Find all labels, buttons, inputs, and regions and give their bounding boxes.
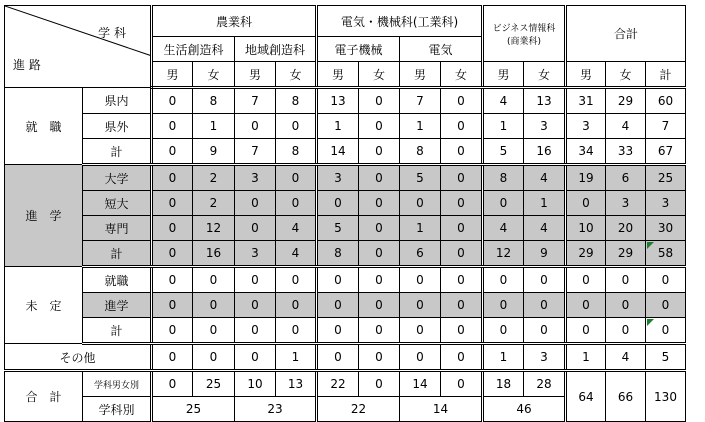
value-cell: 3 xyxy=(524,344,566,371)
value-cell: 0 xyxy=(152,344,193,371)
value-cell: 2 xyxy=(193,165,235,191)
total-label-dept: 学科別 xyxy=(83,397,152,422)
table-row xyxy=(5,216,686,241)
value-cell: 8 xyxy=(483,165,524,191)
row-label: 計 xyxy=(83,139,152,165)
value-cell: 3 xyxy=(317,165,359,191)
total-mf-cell: 13 xyxy=(276,371,317,397)
total-mf-cell: 28 xyxy=(524,371,566,397)
total-row-gender xyxy=(5,371,686,397)
value-cell: 0 xyxy=(359,216,400,241)
value-cell: 0 xyxy=(235,344,276,371)
row-label: 進学 xyxy=(83,293,152,318)
value-cell: 1 xyxy=(524,191,566,216)
value-cell: 7 xyxy=(400,88,441,114)
value-cell: 67 xyxy=(646,139,686,165)
dept-total-cell: 25 xyxy=(152,397,235,422)
value-cell: 0 xyxy=(359,318,400,344)
value-cell: 0 xyxy=(152,165,193,191)
section-label-undecided: 未 定 xyxy=(5,267,83,344)
value-cell: 1 xyxy=(193,114,235,139)
gender-header-m: 男 xyxy=(235,62,276,88)
row-label: 県外 xyxy=(83,114,152,139)
value-cell: 0 xyxy=(276,191,317,216)
value-cell: 0 xyxy=(441,139,483,165)
career-table xyxy=(4,5,686,422)
value-cell: 16 xyxy=(524,139,566,165)
value-cell: 1 xyxy=(276,344,317,371)
table-row xyxy=(5,139,686,165)
value-cell: 0 xyxy=(276,165,317,191)
section-label-further-study: 進 学 xyxy=(5,165,83,267)
value-cell: 0 xyxy=(235,293,276,318)
value-cell: 1 xyxy=(400,114,441,139)
group-header-agri: 農業科 xyxy=(152,6,317,37)
value-cell: 0 xyxy=(441,191,483,216)
value-cell: 0 xyxy=(400,318,441,344)
grand-total-m: 64 xyxy=(566,371,606,422)
value-cell: 0 xyxy=(400,267,441,293)
value-cell: 0 xyxy=(276,293,317,318)
value-cell: 60 xyxy=(646,88,686,114)
value-cell: 0 xyxy=(400,344,441,371)
value-cell: 3 xyxy=(235,241,276,267)
group-header-industrial: 電気・機械科(工業科) xyxy=(317,6,483,37)
value-cell: 3 xyxy=(606,191,646,216)
value-cell: 0 xyxy=(441,241,483,267)
value-cell: 0 xyxy=(235,191,276,216)
value-cell: 5 xyxy=(646,344,686,371)
value-cell: 16 xyxy=(193,241,235,267)
value-cell: 8 xyxy=(317,241,359,267)
value-cell: 5 xyxy=(483,139,524,165)
value-cell: 0 xyxy=(441,344,483,371)
grand-total-all: 130 xyxy=(646,371,686,422)
value-cell: 5 xyxy=(400,165,441,191)
row-label: 専門 xyxy=(83,216,152,241)
gender-header-f: 女 xyxy=(606,62,646,88)
value-cell: 0 xyxy=(152,241,193,267)
value-cell: 0 xyxy=(359,114,400,139)
corner-header-cell xyxy=(5,6,152,88)
value-cell: 0 xyxy=(235,267,276,293)
value-cell: 1 xyxy=(400,216,441,241)
value-cell: 7 xyxy=(646,114,686,139)
value-cell: 0 xyxy=(441,165,483,191)
value-cell: 0 xyxy=(606,293,646,318)
value-cell: 0 xyxy=(566,191,606,216)
total-label-gender: 学科男女別 xyxy=(83,371,152,397)
gender-header-f: 女 xyxy=(524,62,566,88)
value-cell: 13 xyxy=(317,88,359,114)
corner-bottom-label: 進 路 xyxy=(13,58,41,72)
value-cell: 0 xyxy=(359,88,400,114)
value-cell: 0 xyxy=(524,318,566,344)
value-cell: 0 xyxy=(276,267,317,293)
value-cell: 14 xyxy=(317,139,359,165)
value-cell: 0 xyxy=(152,139,193,165)
value-cell: 0 xyxy=(646,318,686,344)
gender-header-f: 女 xyxy=(359,62,400,88)
value-cell: 0 xyxy=(235,318,276,344)
value-cell: 0 xyxy=(441,88,483,114)
value-cell: 0 xyxy=(193,267,235,293)
value-cell: 4 xyxy=(483,216,524,241)
row-label: 就職 xyxy=(83,267,152,293)
value-cell: 0 xyxy=(566,293,606,318)
table-row xyxy=(5,267,686,293)
value-cell: 0 xyxy=(483,267,524,293)
value-cell: 0 xyxy=(483,293,524,318)
value-cell: 0 xyxy=(441,216,483,241)
grand-total-f: 66 xyxy=(606,371,646,422)
value-cell: 0 xyxy=(152,267,193,293)
value-cell: 7 xyxy=(235,139,276,165)
group-header-business-line2: (商業科) xyxy=(506,36,542,47)
dept-total-cell: 46 xyxy=(483,397,566,422)
value-cell: 20 xyxy=(606,216,646,241)
dept-total-cell: 14 xyxy=(400,397,483,422)
value-cell: 29 xyxy=(606,241,646,267)
total-mf-cell: 0 xyxy=(441,371,483,397)
value-cell: 0 xyxy=(193,344,235,371)
value-cell: 4 xyxy=(606,344,646,371)
value-cell: 0 xyxy=(441,318,483,344)
value-cell: 34 xyxy=(566,139,606,165)
sub-header-seikatsu: 生活創造科 xyxy=(152,37,235,62)
total-mf-cell: 10 xyxy=(235,371,276,397)
value-cell: 0 xyxy=(483,191,524,216)
total-mf-cell: 22 xyxy=(317,371,359,397)
value-cell: 0 xyxy=(566,267,606,293)
gender-header-m: 男 xyxy=(400,62,441,88)
value-cell: 31 xyxy=(566,88,606,114)
table-row xyxy=(5,241,686,267)
value-cell: 0 xyxy=(317,344,359,371)
value-cell: 0 xyxy=(359,293,400,318)
cell-comment-marker-icon xyxy=(647,242,654,249)
value-cell: 30 xyxy=(646,216,686,241)
value-cell: 0 xyxy=(359,241,400,267)
value-cell: 8 xyxy=(276,139,317,165)
value-cell: 3 xyxy=(566,114,606,139)
group-header-business xyxy=(483,6,566,62)
table-row xyxy=(5,114,686,139)
gender-header-f: 女 xyxy=(276,62,317,88)
row-label: 大学 xyxy=(83,165,152,191)
value-cell: 4 xyxy=(276,216,317,241)
dept-total-cell: 22 xyxy=(317,397,400,422)
gender-header-m: 男 xyxy=(483,62,524,88)
value-cell: 12 xyxy=(193,216,235,241)
value-cell: 0 xyxy=(152,318,193,344)
value-cell: 29 xyxy=(606,88,646,114)
value-cell: 10 xyxy=(566,216,606,241)
value-cell: 0 xyxy=(359,267,400,293)
row-label: 計 xyxy=(83,318,152,344)
value-cell: 5 xyxy=(317,216,359,241)
group-header-total: 合計 xyxy=(566,6,686,62)
value-cell: 0 xyxy=(359,139,400,165)
value-cell: 2 xyxy=(193,191,235,216)
value-cell: 9 xyxy=(193,139,235,165)
value-cell: 0 xyxy=(400,191,441,216)
total-mf-cell: 14 xyxy=(400,371,441,397)
table-row xyxy=(5,88,686,114)
table-row xyxy=(5,165,686,191)
value-cell: 3 xyxy=(646,191,686,216)
value-cell: 9 xyxy=(524,241,566,267)
group-header-business-line1: ビジネス情報科 xyxy=(492,23,556,34)
value-cell: 6 xyxy=(400,241,441,267)
value-cell: 0 xyxy=(276,318,317,344)
value-cell: 0 xyxy=(483,318,524,344)
dept-total-cell: 23 xyxy=(235,397,317,422)
row-label: 短大 xyxy=(83,191,152,216)
value-cell: 4 xyxy=(606,114,646,139)
value-cell: 0 xyxy=(646,293,686,318)
value-cell: 0 xyxy=(524,267,566,293)
section-label-employment: 就 職 xyxy=(5,88,83,165)
value-cell: 0 xyxy=(524,293,566,318)
value-cell: 4 xyxy=(483,88,524,114)
value-cell: 8 xyxy=(276,88,317,114)
gender-header-m: 男 xyxy=(566,62,606,88)
value-cell: 0 xyxy=(317,293,359,318)
value-cell: 13 xyxy=(524,88,566,114)
value-cell: 0 xyxy=(400,293,441,318)
table-row xyxy=(5,191,686,216)
value-cell: 0 xyxy=(152,88,193,114)
table-row xyxy=(5,344,686,371)
value-cell: 0 xyxy=(193,293,235,318)
gender-header-m: 男 xyxy=(317,62,359,88)
section-label-total: 合 計 xyxy=(5,371,83,422)
cell-comment-marker-icon xyxy=(647,319,654,326)
table-row xyxy=(5,318,686,344)
value-cell: 1 xyxy=(317,114,359,139)
value-cell: 8 xyxy=(400,139,441,165)
value-cell: 4 xyxy=(524,216,566,241)
value-cell: 0 xyxy=(359,191,400,216)
value-cell: 0 xyxy=(276,114,317,139)
gender-header-f: 女 xyxy=(193,62,235,88)
total-mf-cell: 18 xyxy=(483,371,524,397)
sub-header-denki: 電気 xyxy=(400,37,483,62)
value-cell: 4 xyxy=(276,241,317,267)
value-cell: 0 xyxy=(235,114,276,139)
total-mf-cell: 25 xyxy=(193,371,235,397)
value-cell: 0 xyxy=(441,114,483,139)
corner-top-label: 学 科 xyxy=(98,26,126,40)
gender-header-m: 男 xyxy=(152,62,193,88)
value-cell: 0 xyxy=(566,318,606,344)
value-cell: 0 xyxy=(152,191,193,216)
value-cell: 19 xyxy=(566,165,606,191)
value-cell: 0 xyxy=(317,318,359,344)
value-cell: 0 xyxy=(317,267,359,293)
value-cell: 0 xyxy=(359,165,400,191)
value-cell: 3 xyxy=(524,114,566,139)
value-cell: 0 xyxy=(606,267,646,293)
value-cell: 1 xyxy=(483,114,524,139)
value-cell: 0 xyxy=(441,293,483,318)
value-cell: 58 xyxy=(646,241,686,267)
gender-header-f: 女 xyxy=(441,62,483,88)
value-cell: 0 xyxy=(646,267,686,293)
value-cell: 0 xyxy=(441,267,483,293)
value-cell: 1 xyxy=(483,344,524,371)
value-cell: 3 xyxy=(235,165,276,191)
value-cell: 0 xyxy=(359,344,400,371)
section-label-other: その他 xyxy=(5,344,152,371)
value-cell: 0 xyxy=(152,114,193,139)
value-cell: 1 xyxy=(566,344,606,371)
value-cell: 0 xyxy=(317,191,359,216)
value-cell: 7 xyxy=(235,88,276,114)
value-cell: 29 xyxy=(566,241,606,267)
sub-header-denshikikai: 電子機械 xyxy=(317,37,400,62)
value-cell: 25 xyxy=(646,165,686,191)
sub-header-chiiki: 地域創造科 xyxy=(235,37,317,62)
value-cell: 0 xyxy=(235,216,276,241)
table-row xyxy=(5,293,686,318)
row-label: 県内 xyxy=(83,88,152,114)
value-cell: 0 xyxy=(193,318,235,344)
value-cell: 6 xyxy=(606,165,646,191)
value-cell: 4 xyxy=(524,165,566,191)
value-cell: 8 xyxy=(193,88,235,114)
total-mf-cell: 0 xyxy=(152,371,193,397)
value-cell: 0 xyxy=(152,293,193,318)
row-label: 計 xyxy=(83,241,152,267)
value-cell: 33 xyxy=(606,139,646,165)
value-cell: 0 xyxy=(152,216,193,241)
value-cell: 12 xyxy=(483,241,524,267)
value-cell: 0 xyxy=(606,318,646,344)
total-mf-cell: 0 xyxy=(359,371,400,397)
gender-header-total: 計 xyxy=(646,62,686,88)
